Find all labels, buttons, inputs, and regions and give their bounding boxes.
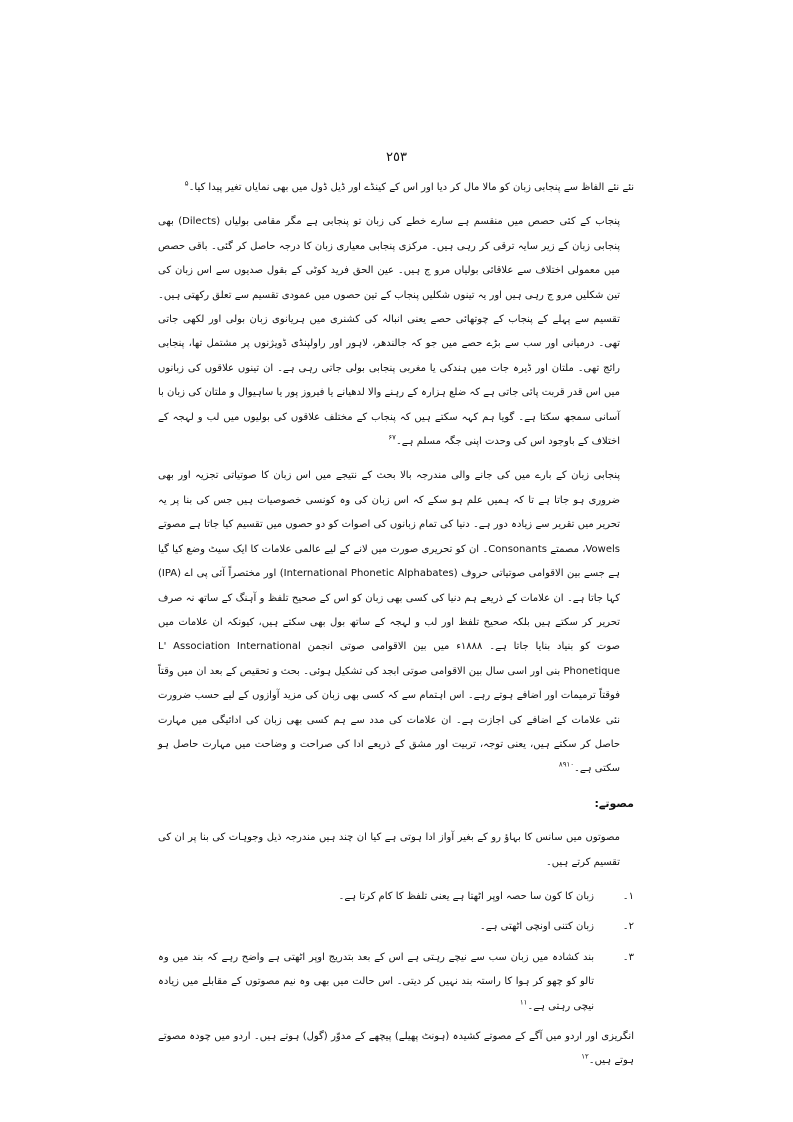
list-item-text: بند کشادہ میں زبان سب سے نیچے رہتی ہے اس کے بعد بتدریج اوپر اٹھتی ہے واضح رہے کہ بند میں وہ تالو کو چھو کر ہوا کا راستہ بند نہیں کر دیتی۔ اس حالت میں بھی وہ نیم مصوتوں کے مقابلے میں زیادہ نیچی رہتی ہے۔ xyxy=(158,951,594,1012)
footnote-marker: ۵ xyxy=(184,179,189,188)
list-item-body xyxy=(158,946,594,1019)
section-intro: مصوتوں میں سانس کا بہاؤ رو کے بغیر آواز ادا ہوتی ہے کیا ان چند ہیں مندرجہ ذیل وجوہات کی بنا پر ان کی تقسیم کرتے ہیں۔ xyxy=(158,832,620,868)
footnote-marker: ١٢ xyxy=(581,1053,589,1062)
footnote-marker: ١٠ xyxy=(566,761,574,770)
footnote-marker: ۹ xyxy=(562,761,567,770)
footnote-marker: ۷ xyxy=(392,433,396,442)
list-item-text: زبان کا کون سا حصہ اوپر اٹھتا ہے یعنی تلفظ کا کام کرتا ہے۔ xyxy=(338,890,594,902)
list-item-number: ٢۔ xyxy=(622,921,634,933)
list-item xyxy=(158,946,634,1019)
footnote-marker: ٨ xyxy=(558,761,563,770)
list-item-text: زبان کتنی اونچی اٹھتی ہے۔ xyxy=(479,921,594,933)
footnote-marker: ۶ xyxy=(388,433,393,442)
list-item xyxy=(158,915,634,939)
closing-text: انگریزی اور اردو میں آگے کے مصوتے کشیدہ (ہونٹ پھیلے) پیچھے کے مدوّر (گول) ہوتے ہیں۔ اردو میں چودہ مصوتے ہوتے ہیں۔ xyxy=(158,1031,634,1067)
intro-paragraph xyxy=(158,176,634,200)
intro-text: نئے نئے الفاظ سے پنجابی زبان کو مالا مال کر دیا اور اس کے کینڈے اور ڈیل ڈول میں بھی نمایاں تغیر پیدا کیا۔ xyxy=(188,182,634,193)
section-heading: مصوتے: xyxy=(594,796,634,810)
phonetics-paragraph xyxy=(158,464,634,781)
list-item-number: ١۔ xyxy=(622,890,634,902)
closing-paragraph xyxy=(158,1025,634,1074)
page-number: ٢٥٣ xyxy=(386,150,407,165)
footnote-marker: ١١ xyxy=(519,998,528,1007)
dialects-text: پنجاب کے کئی حصص میں منقسم ہے سارے خطے کی زبان تو پنجابی ہے مگر مقامی بولیاں (Dilects) بھی پنجابی زبان کے زیر سایہ ترقی کر رہی ہیں۔ مرکزی پنجابی معیاری زبان کا درجہ حاصل کر گئی۔ باقی حصص میں معمولی اختلاف سے علاقائی بولیاں مرو ج ہیں۔ عین الحق فرید کوٹی کے بقول صدیوں سے اس زبان کی تین شکلیں مرو ج رہی ہیں اور یہ تینوں شکلیں پنجاب کے تین حصوں میں عمودی تقسیم سے تعلق رکھتی ہیں۔ تقسیم سے پہلے کے پنجاب کے چوتھائی حصے یعنی انبالہ کی کشنری میں ہریانوی زبان بولی اور لکھی جاتی تھی۔ درمیانی اور سب سے بڑے حصے میں جو کہ جالندھر، لاہور اور راولپنڈی ڈویژنوں پر مشتمل تھا، پنجابی رائج تھی۔ ملتان اور ڈیرہ جات میں ہندکی یا مغربی پنجابی بولی جاتی رہی ہے۔ ان تینوں علاقوں کی زبانوں میں اس قدر قربت پائی جاتی ہے کہ ضلع ہزارہ کے رہنے والا لدھیانے یا فیروز پور یا ساہیوال و ملتان کی زبان با آسانی سمجھ سکتا ہے۔ گویا ہم کہہ سکتے ہیں کہ پنجاب کے مختلف علاقوں کی بولیوں میں لب و لہجہ کے اختلاف کے باوجود اس کی وحدت اپنی جگہ مسلم ہے۔ xyxy=(158,216,620,448)
list-item xyxy=(158,885,634,909)
body-text xyxy=(158,176,634,1084)
dialects-paragraph xyxy=(158,210,634,454)
phonetics-text: پنجابی زبان کے بارے میں کی جانے والی مندرجہ بالا بحث کے نتیجے میں اس زبان کا صوتیاتی تجزیہ اور بھی ضروری ہو جاتا ہے تا کہ ہمیں علم ہو سکے کہ اس زبان کی وہ کونسی خصوصیات ہیں جس کی بنا پر یہ تحریر میں تقریر سے زیادہ دور ہے۔ دنیا کی تمام زبانوں کی اصوات کو دو حصوں میں تقسیم کیا جاتا ہے مصوتے Vowels، مصمتے Consonants۔ ان کو تحریری صورت میں لانے کے لیے عالمی علامات کا ایک سیٹ وضع کیا گیا ہے جسے بین الاقوامی صوتیاتی حروف (International Phonetic Alphabates) اور مختصراً آئی پی اے (IPA) کہا جاتا ہے۔ ان علامات کے ذریعے ہم دنیا کی کسی بھی زبان کو اس کے صحیح تلفظ و آہنگ کے ساتھ نہ صرف تحریر کر سکتے ہیں بلکہ صحیح تلفظ اور لب و لہجہ کے ساتھ بول بھی سکتے ہیں، کیونکہ ان علامات میں صوت کو بنیاد بنایا جاتا ہے۔ ١٨٨٨ء میں بین الاقوامی صوتی انجمن L' Association International Phonetique بنی اور اسی سال بین الاقوامی صوتی ابجد کی تشکیل ہوئی۔ بحث و تحقیص کے بعد ان میں وقتاً فوقتاً ترمیمات اور اضافے ہوتے رہے۔ اس اہتمام سے کہ کسی بھی زبان کی مزید آوازوں کے لیے حسب ضرورت نئی علامات کے اضافے کی اجازت ہے۔ ان علامات کی مدد سے ہم کسی بھی زبان کی ادائیگی میں مہارت حاصل کر سکتے ہیں، یعنی توجہ، تربیت اور مشق کے ذریعے ادا کی صراحت و وضاحت میں مہارت حاصل ہو سکتی ہے۔ xyxy=(158,470,621,775)
list-item-number: ٣۔ xyxy=(622,951,634,963)
